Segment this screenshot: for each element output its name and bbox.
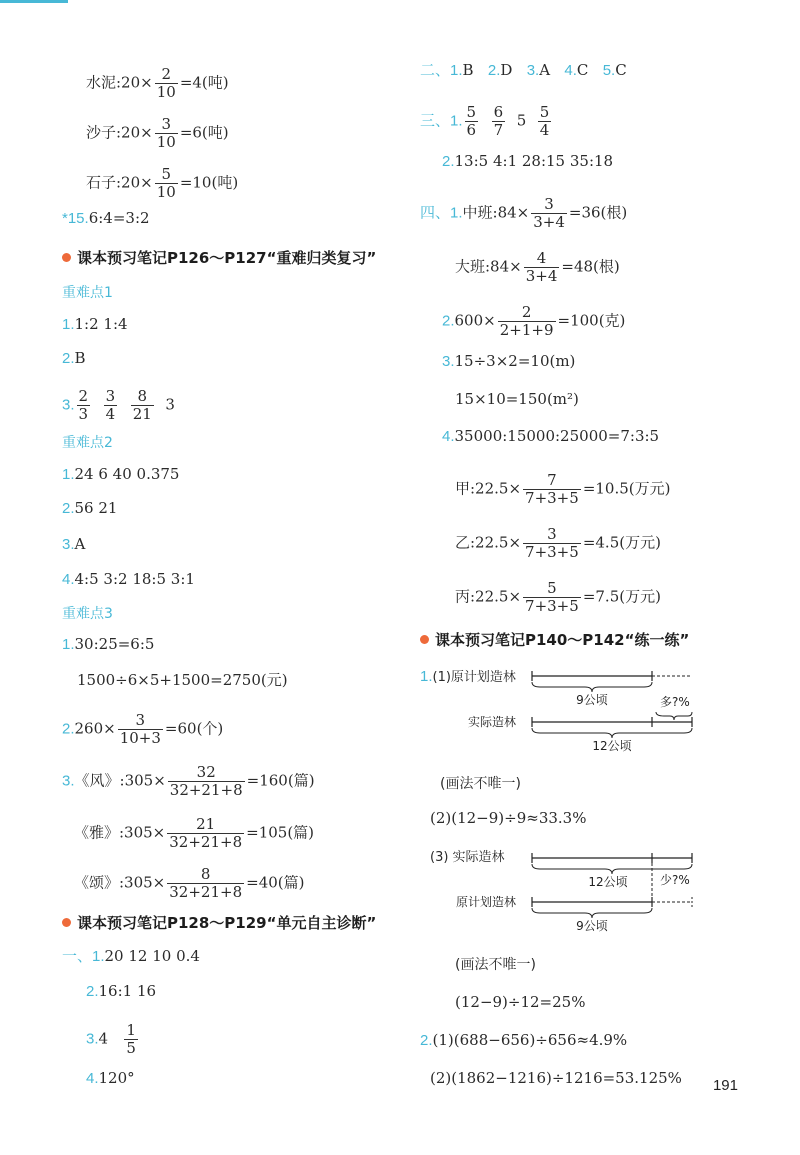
plan-value-label: 9公顷 [576,693,608,707]
drawing-note-2: (画法不唯一) [455,957,536,973]
answer-part1-1: 一、1.20 12 10 0.4 [62,947,200,965]
section-heading-diagnosis: 课本预习笔记P128～P129“单元自主诊断” [62,912,376,933]
practice-1-3-answer: (12−9)÷12=25% [455,993,586,1011]
practice-1-3: (3) 实际造林 [430,850,505,865]
more-brace [656,712,692,720]
answer-part1-2: 2.16:1 16 [86,982,157,1000]
segment-diagram-2 [420,846,710,936]
line-stone: 石子:20× $\frac{5}{10}$ =10(吨) [86,165,239,201]
actual-value-label: 12公顷 [592,739,632,753]
answer-part4-4-jia: 甲:22.5× $\frac{7}{7+3+5}$ =10.5(万元) [455,471,671,507]
answer-2: 2.260× $\frac{3}{10+3}$ =60(个) [62,711,224,747]
bullet-dot-icon [62,253,71,262]
answer-1: 1.1:2 1:4 [62,315,128,333]
plan-value-label: 9公顷 [576,919,608,933]
answer-part4-2: 2.600× $\frac{2}{2+1+9}$ =100(克) [442,303,626,339]
subheading-key-point-3: 重难点3 [62,606,113,622]
page-number: 191 [712,1077,738,1094]
plan-brace [532,682,652,692]
top-accent-bar [0,0,68,3]
answer-3: 3.A [62,535,86,553]
answer-1-continued: 1500÷6×5+1500=2750(元) [77,671,288,689]
answer-2: 2.56 21 [62,499,118,517]
actual-value-label: 12公顷 [588,875,628,889]
answer-3-ya: 《雅》:305× $\frac{21}{32+21+8}$ =105(篇) [74,815,315,851]
answer-1: 1.30:25=6:5 [62,635,155,653]
bullet-dot-icon [420,635,429,644]
section-heading-practice: 课本预习笔记P140～P142“练一练” [420,629,689,650]
answer-part3-2: 2.13:5 4:1 28:15 35:18 [442,152,614,170]
answer-4: 4.4:5 3:2 18:5 3:1 [62,570,195,588]
actual-brace [532,728,692,738]
more-percent-label: 多?% [660,695,690,709]
line-sand: 沙子:20× $\frac{3}{10}$ =6(吨) [86,115,229,151]
less-percent-label: 少?% [660,873,690,887]
answer-2: 2.B [62,349,86,367]
answer-part4-3b: 15×10=150(m²) [455,390,579,408]
answer-part2: 二、1.B 2.D 3.A 4.C 5.C [420,61,627,79]
segment-diagram-1 [420,664,710,764]
answer-3: 3. $\frac{2}{3}$ $\frac{3}{4}$ $\frac{8}{21}$ 3 [62,387,175,423]
subheading-key-point-1: 重难点1 [62,285,113,301]
plan-brace [532,908,652,918]
answer-3: 3.《风》:305× $\frac{32}{32+21+8}$ =160(篇) [62,763,315,799]
answer-part3-1: 三、1. $\frac{5}{6}$ $\frac{6}{7}$ 5 $\frac{5}{4}$ [420,103,550,139]
practice-1-2: (2)(12−9)÷9≈33.3% [430,809,587,827]
actual-afforestation-label: 实际造林 [468,715,517,729]
practice-2-1: 2.(1)(688−656)÷656≈4.9% [420,1031,628,1049]
answer-part1-4: 4.120° [86,1069,135,1087]
answer-part1-3: 3.4 $\frac{1}{5}$ [86,1021,136,1057]
answer-part4-4: 4.35000:15000:25000=7:3:5 [442,427,660,445]
subheading-key-point-2: 重难点2 [62,435,113,451]
answer-3-song: 《颂》:305× $\frac{8}{32+21+8}$ =40(篇) [74,865,305,901]
answer-part4-1a: 四、1.中班:84× $\frac{3}{3+4}$ =36(根) [420,195,628,231]
answer-part4-4-bing: 丙:22.5× $\frac{5}{7+3+5}$ =7.5(万元) [455,579,661,615]
answer-1: 1.24 6 40 0.375 [62,465,180,483]
bullet-dot-icon [62,918,71,927]
line-cement: 水泥:20× $\frac{2}{10}$ =4(吨) [86,65,229,101]
answer-part4-1b: 大班:84× $\frac{4}{3+4}$ =48(根) [455,249,620,285]
drawing-note-1: (画法不唯一) [440,776,521,792]
answer-part4-4-yi: 乙:22.5× $\frac{3}{7+3+5}$ =4.5(万元) [455,525,661,561]
answer-15: *15.6:4=3:2 [62,209,150,227]
answer-part4-3: 3.15÷3×2=10(m) [442,352,576,370]
plan-afforestation-label: 原计划造林 [456,895,517,909]
section-heading-review: 课本预习笔记P126～P127“重难归类复习” [62,247,376,268]
practice-1-1: 1.(1)原计划造林 [420,668,516,685]
practice-2-2: (2)(1862−1216)÷1216=53.125% [430,1069,682,1087]
